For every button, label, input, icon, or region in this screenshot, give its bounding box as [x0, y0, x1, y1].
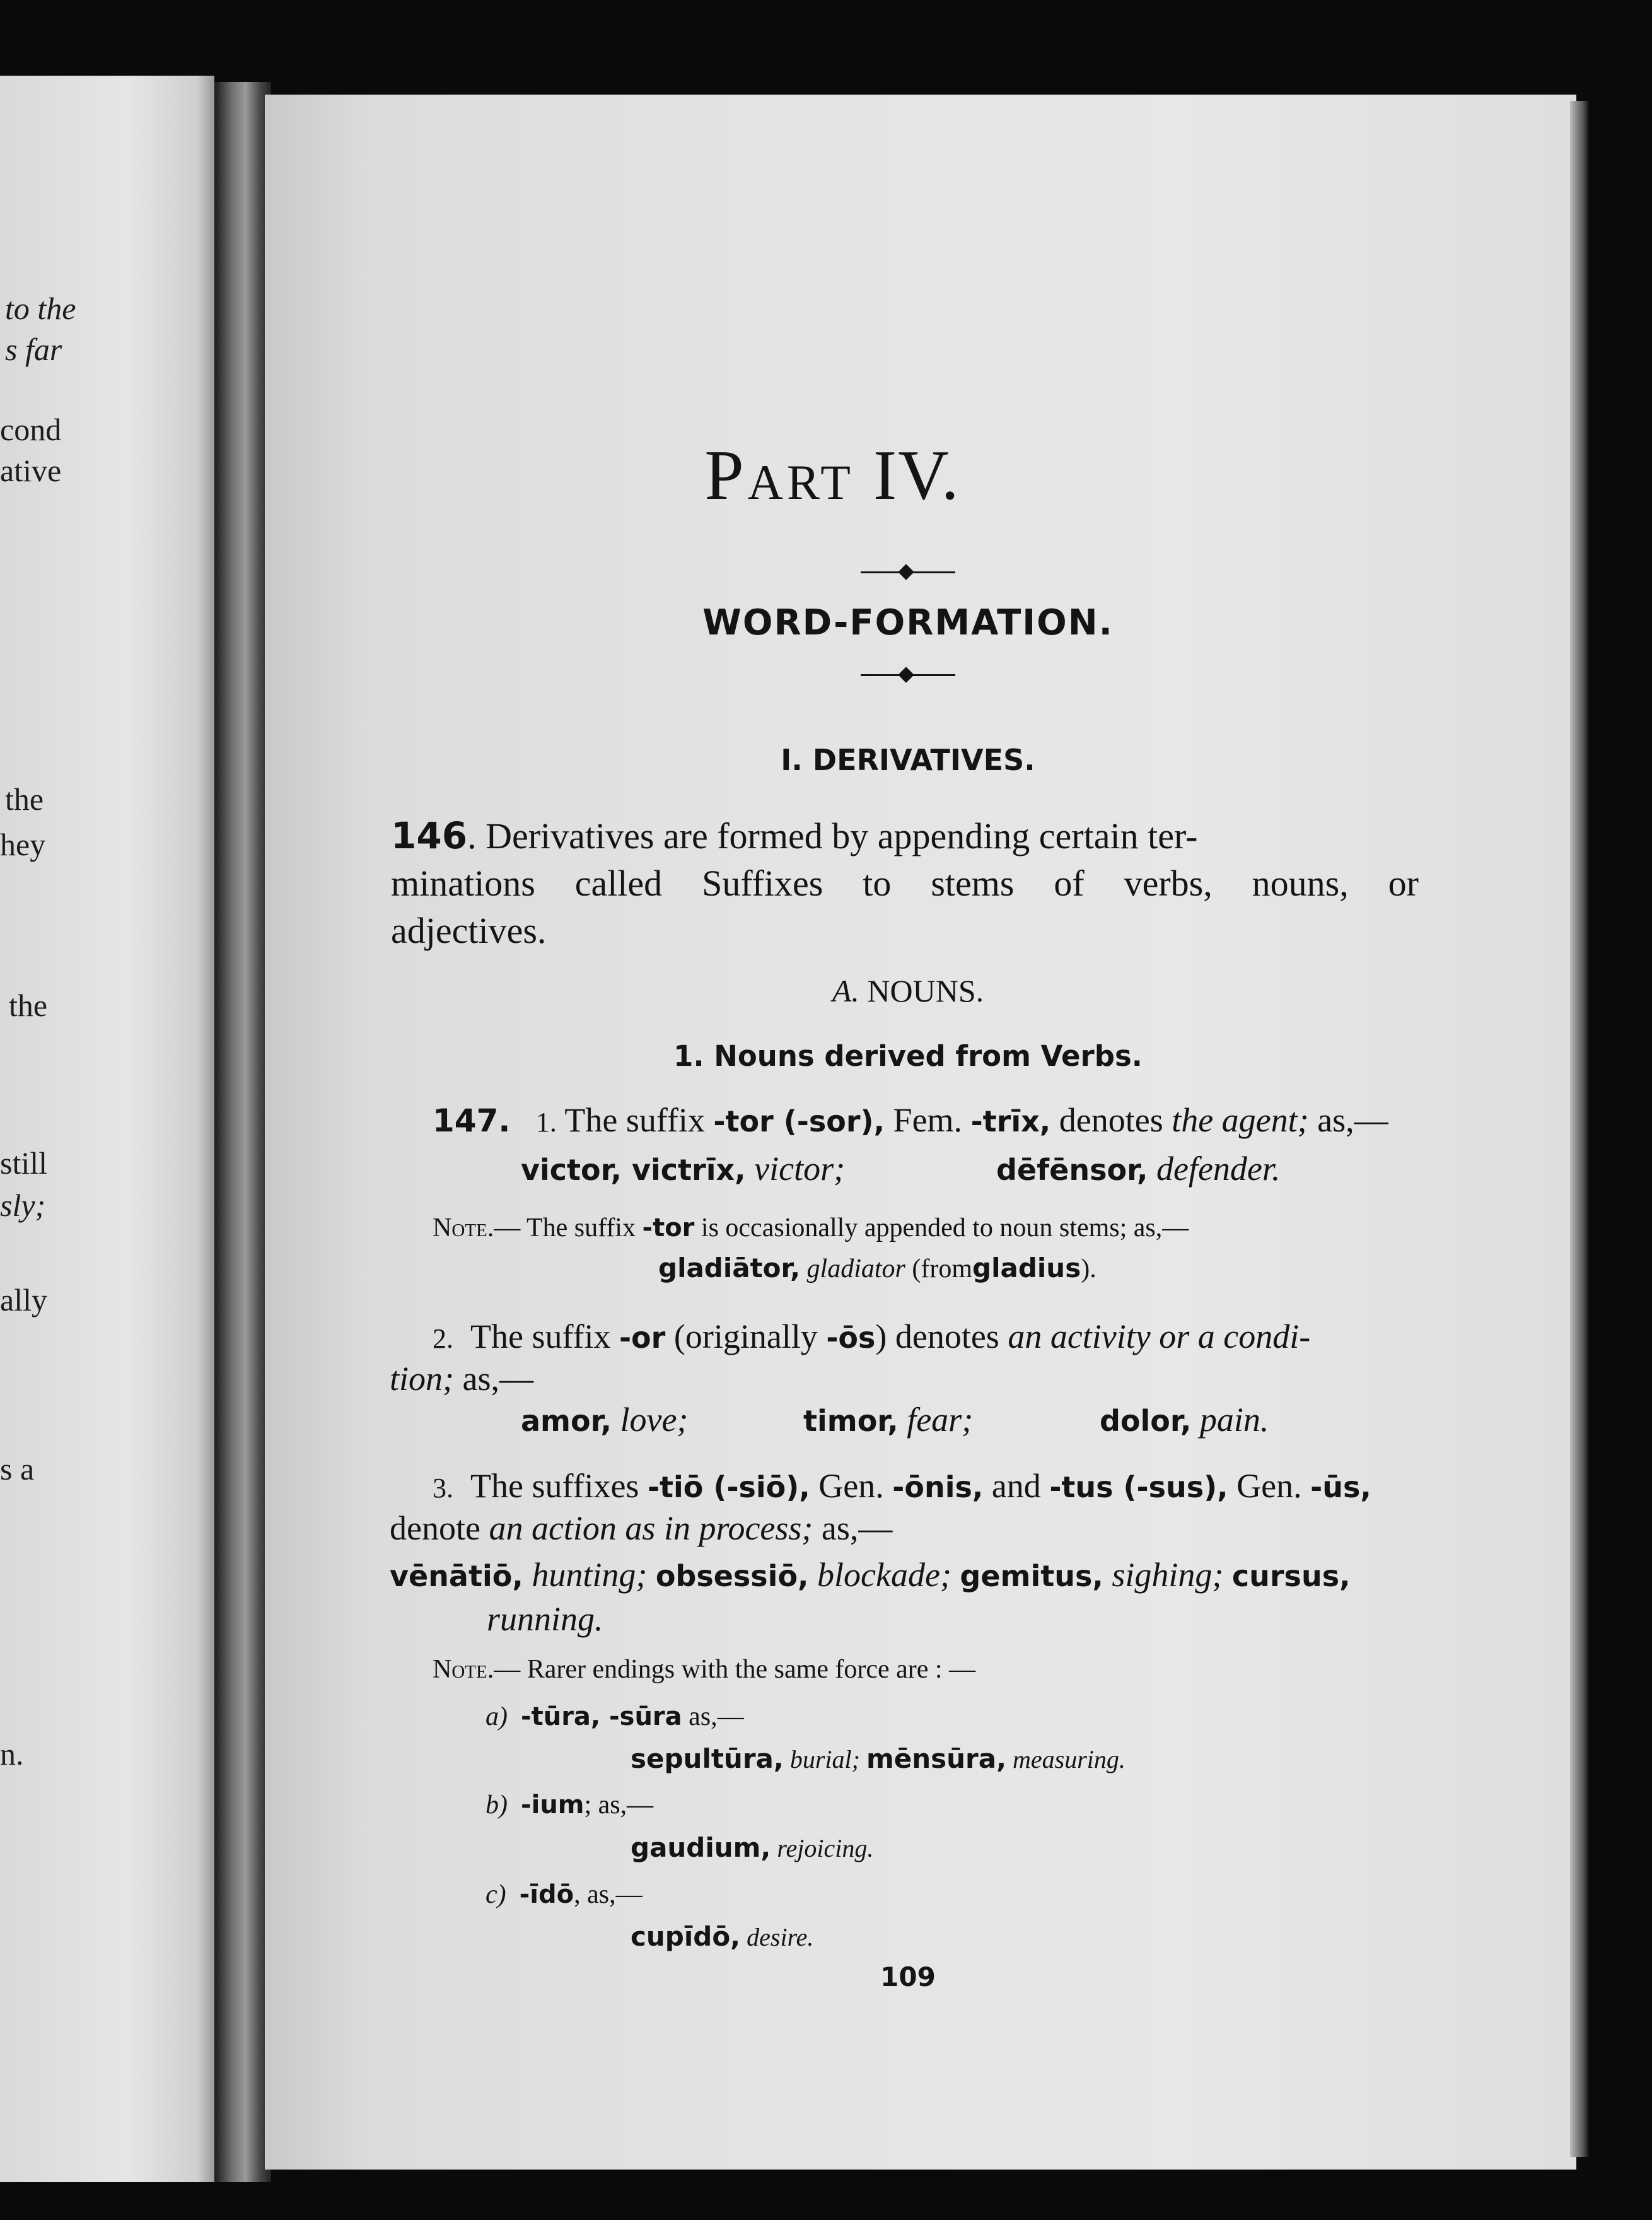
suffix: -tor (-sor), [713, 1104, 885, 1138]
text: ) denotes [875, 1317, 999, 1355]
left-fragment: n. [0, 1736, 24, 1772]
part-word: Part [704, 436, 854, 515]
suffix: -or [619, 1321, 666, 1355]
left-fragment: cond [0, 412, 62, 447]
ornament-divider [861, 564, 955, 580]
text: and [991, 1467, 1041, 1505]
latin-word: gladius [972, 1253, 1081, 1283]
part-numeral: IV. [873, 436, 960, 515]
example-line: running. [487, 1600, 603, 1638]
emphasis: tion; [390, 1360, 454, 1398]
page-edge [1570, 101, 1589, 2157]
translation: desire. [747, 1923, 814, 1951]
note-label: Note. [433, 1655, 494, 1684]
latin-word: dolor, [1100, 1404, 1192, 1438]
latin-word: gaudium, [631, 1832, 771, 1863]
suffix: -tor [642, 1213, 695, 1242]
subsection-letter: A. [832, 973, 859, 1008]
translation: defender. [1156, 1150, 1281, 1188]
text: is occasionally appended to noun stems; as,— [701, 1213, 1189, 1242]
latin-word: dēfēnsor, [996, 1153, 1148, 1187]
latin-word: vēnātiō, [390, 1559, 523, 1593]
left-fragment: the [9, 988, 48, 1023]
note-example [658, 1253, 1096, 1284]
text: (originally [673, 1317, 818, 1355]
left-fragment: to the [5, 291, 76, 326]
example-line [996, 1149, 1280, 1188]
translation: measuring. [1013, 1745, 1126, 1773]
text: Gen. [1236, 1467, 1302, 1505]
text: Fem. [893, 1101, 963, 1139]
latin-word: gemitus, [960, 1559, 1103, 1593]
text: denotes [1059, 1101, 1163, 1139]
translation: sighing; [1112, 1556, 1224, 1594]
translation: gladiator [806, 1254, 905, 1283]
example-line [803, 1400, 973, 1439]
note-example [631, 1921, 813, 1952]
item-letter: c) [486, 1880, 506, 1909]
item-number: 3. [433, 1473, 453, 1504]
latin-word: cupīdō, [631, 1921, 741, 1952]
latin-word: obsessiō, [655, 1559, 809, 1593]
suffix: -īdō [519, 1880, 574, 1909]
translation: fear; [907, 1401, 974, 1439]
latin-word: timor, [803, 1404, 899, 1438]
translation: victor; [754, 1150, 846, 1188]
item-number: 1. [535, 1107, 557, 1138]
text: ). [1081, 1254, 1096, 1283]
item-number: 2. [433, 1323, 453, 1354]
item-3-line [433, 1466, 1371, 1505]
text: The suffix [564, 1101, 705, 1139]
latin-word: amor, [521, 1404, 612, 1438]
note-item-b [486, 1790, 653, 1820]
chapter-title: WORD-FORMATION. [702, 602, 1114, 643]
latin-word: cursus, [1231, 1559, 1351, 1593]
suffix: -tūra, -sūra [521, 1702, 682, 1731]
text: as,— [462, 1360, 533, 1398]
text: Gen. [818, 1467, 884, 1505]
latin-word: mēnsūra, [866, 1743, 1007, 1774]
suffix: -ium [521, 1791, 585, 1820]
suffix: -ōnis, [892, 1470, 984, 1504]
example-line [390, 1555, 1351, 1594]
suffix: -trīx, [970, 1104, 1051, 1138]
suffix: -ōs [826, 1321, 876, 1355]
left-fragment: s far [5, 332, 62, 367]
left-fragment: hey [0, 827, 46, 862]
page-number: 109 [880, 1961, 936, 1992]
left-fragment: s a [0, 1451, 35, 1487]
latin-word: gladiātor, [658, 1253, 801, 1283]
suffix: -tiō (-siō), [647, 1470, 810, 1504]
subsection-label: NOUNS. [867, 973, 984, 1008]
suffix: -ūs, [1310, 1470, 1371, 1504]
translation: hunting; [532, 1556, 648, 1594]
note-item-c [486, 1879, 643, 1910]
item-2-line [390, 1359, 533, 1398]
text: (from [912, 1254, 973, 1283]
text: , as,— [574, 1880, 643, 1909]
text: ; as,— [584, 1791, 654, 1820]
left-fragment: sly; [0, 1188, 46, 1223]
left-fragment: ally [0, 1282, 47, 1317]
note-line [433, 1654, 975, 1685]
text: adjectives. [391, 910, 547, 951]
text: denote [390, 1509, 480, 1547]
translation: blockade; [817, 1556, 951, 1594]
text: as,— [821, 1509, 893, 1547]
emphasis: an activity or a condi- [1008, 1317, 1311, 1355]
left-fragment: the [5, 781, 44, 817]
left-fragment: ative [0, 453, 62, 488]
item-2-line [433, 1317, 1310, 1356]
book-gutter [214, 82, 271, 2182]
paragraph-number: 146 [391, 814, 468, 857]
text: as,— [1317, 1101, 1388, 1139]
suffix: -tus (-sus), [1049, 1470, 1228, 1504]
text: — The suffix [494, 1213, 636, 1242]
paragraph-147-line [433, 1101, 1388, 1140]
text: The suffix [470, 1317, 611, 1355]
left-page [0, 76, 214, 2182]
note-label: Note. [433, 1213, 494, 1242]
latin-word: victor, victrīx, [521, 1153, 746, 1187]
item-letter: a) [486, 1702, 508, 1731]
left-fragment: still [0, 1145, 48, 1181]
translation: rejoicing. [777, 1834, 874, 1862]
translation: burial; [789, 1745, 860, 1773]
note-line [433, 1213, 1189, 1243]
text: The suffixes [470, 1467, 639, 1505]
paragraph-number: 147. [433, 1102, 511, 1139]
note-item-a [486, 1702, 744, 1732]
emphasis: the agent; [1172, 1101, 1309, 1139]
emphasis: an action as in process; [489, 1509, 813, 1547]
example-line [521, 1149, 845, 1188]
translation: love; [620, 1401, 689, 1439]
example-line [1100, 1400, 1269, 1439]
latin-word: sepultūra, [631, 1743, 784, 1774]
text: Derivatives are formed by appending certain ter- [486, 815, 1198, 856]
section-heading: I. DERIVATIVES. [781, 743, 1035, 777]
item-letter: b) [486, 1791, 508, 1820]
subsubsection-heading: 1. Nouns derived from Verbs. [673, 1039, 1143, 1073]
part-title [0, 435, 1652, 517]
text: — Rarer endings with the same force are : — [494, 1655, 976, 1684]
ornament-divider [861, 667, 955, 682]
text: minations called Suffixes to stems of verbs, nouns, or [391, 863, 1419, 904]
item-3-line [390, 1509, 892, 1548]
subsection-heading [782, 973, 1034, 1009]
text: as,— [689, 1702, 744, 1731]
example-line [521, 1400, 688, 1439]
note-example [631, 1832, 873, 1863]
note-example [631, 1743, 1126, 1774]
translation: pain. [1199, 1401, 1269, 1439]
paragraph-146: 146. Derivatives are formed by appending certain ter- minations called Suffixes to stems of verbs, nouns, or adjectives. [391, 814, 1419, 951]
